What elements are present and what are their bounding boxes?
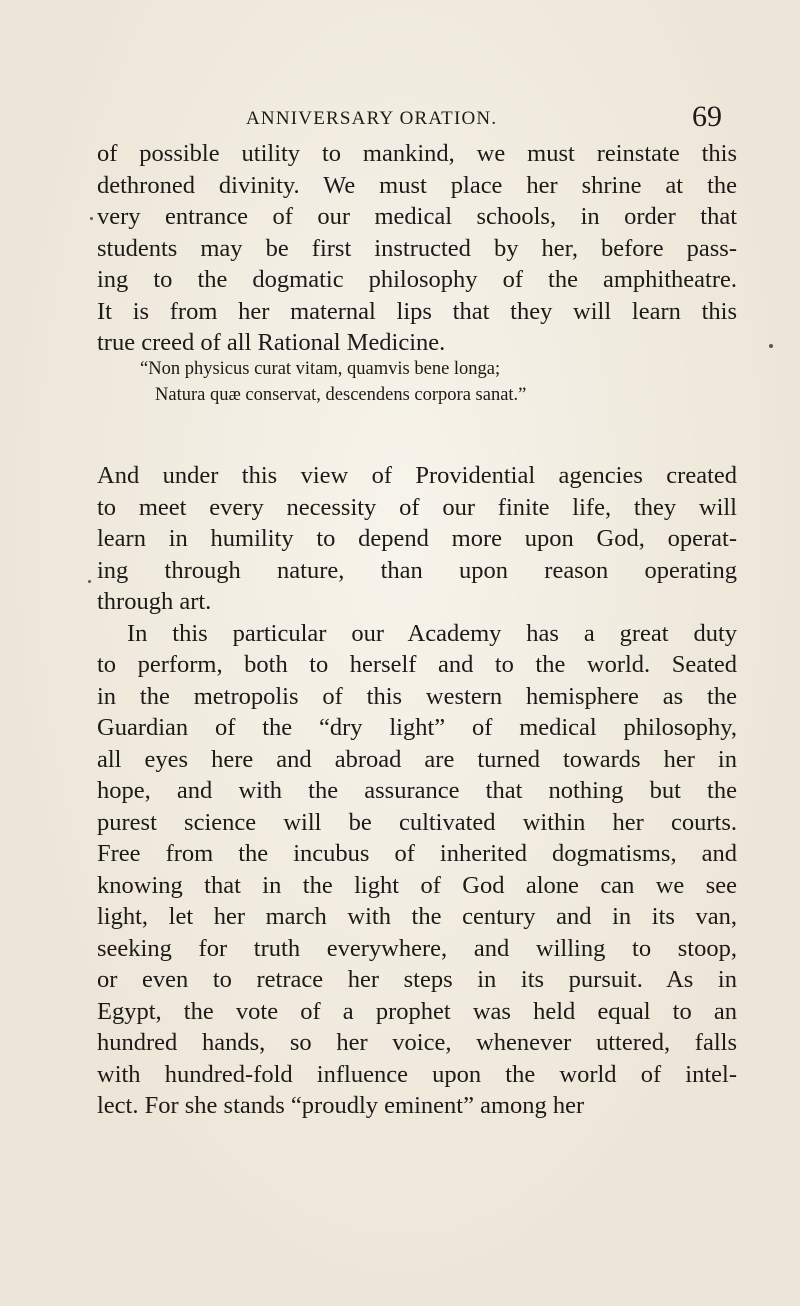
- text-line: all eyes here and abroad are turned towards her in: [97, 745, 737, 773]
- text-line: through art.: [97, 588, 212, 615]
- text-line: to meet every necessity of our finite life, they will: [97, 493, 737, 521]
- text-line: true creed of all Rational Medicine.: [97, 329, 446, 356]
- text-line: seeking for truth everywhere, and willing to stoop,: [97, 934, 737, 962]
- text-line: in the metropolis of this western hemisphere as the: [97, 682, 737, 710]
- text-line: knowing that in the light of God alone can we see: [97, 871, 737, 899]
- page-number: 69: [692, 100, 722, 133]
- text-line: purest science will be cultivated within her courts.: [97, 808, 737, 836]
- text-line: of possible utility to mankind, we must reinstate this: [97, 140, 737, 167]
- ink-speck: [88, 580, 91, 583]
- text-line: Guardian of the “dry light” of medical philosophy,: [97, 714, 737, 741]
- ink-speck: [769, 344, 773, 348]
- quote-line: Natura quæ conservat, descendens corpora sanat.”: [155, 385, 527, 405]
- text-line: In this particular our Academy has a great duty: [127, 619, 737, 647]
- text-line: It is from her maternal lips that they will learn this: [97, 297, 737, 325]
- latin-quotation: [140, 356, 720, 408]
- text-line: dethroned divinity. We must place her shrine at the: [97, 171, 737, 199]
- text-line: with hundred-fold influence upon the world of intel-: [97, 1060, 737, 1088]
- paragraph-1: [97, 138, 737, 359]
- text-line: hundred hands, so her voice, whenever uttered, falls: [97, 1029, 737, 1056]
- running-head: [0, 100, 800, 140]
- text-line: light, let her march with the century and in its van,: [97, 903, 737, 930]
- text-line: or even to retrace her steps in its pursuit. As in: [97, 966, 737, 993]
- text-line: learn in humility to depend more upon God, operat-: [97, 525, 737, 552]
- text-line: hope, and with the assurance that nothing but the: [97, 777, 737, 804]
- text-line: Free from the incubus of inherited dogmatisms, and: [97, 840, 737, 867]
- text-line: very entrance of our medical schools, in order that: [97, 203, 737, 230]
- text-line: lect. For she stands “proudly eminent” among her: [97, 1092, 585, 1119]
- running-title: ANNIVERSARY ORATION.: [246, 108, 498, 129]
- ink-speck: [90, 217, 93, 220]
- text-line: Egypt, the vote of a prophet was held equal to an: [97, 997, 737, 1025]
- text-line: And under this view of Providential agencies created: [97, 462, 737, 489]
- text-line: students may be first instructed by her, before pass-: [97, 234, 737, 262]
- text-line: ing to the dogmatic philosophy of the amphitheatre.: [97, 266, 737, 293]
- paragraph-2: [97, 460, 737, 1122]
- text-line: to perform, both to herself and to the world. Seated: [97, 651, 737, 678]
- text-line: ing through nature, than upon reason operating: [97, 556, 737, 584]
- quote-line: “Non physicus curat vitam, quamvis bene longa;: [140, 359, 501, 379]
